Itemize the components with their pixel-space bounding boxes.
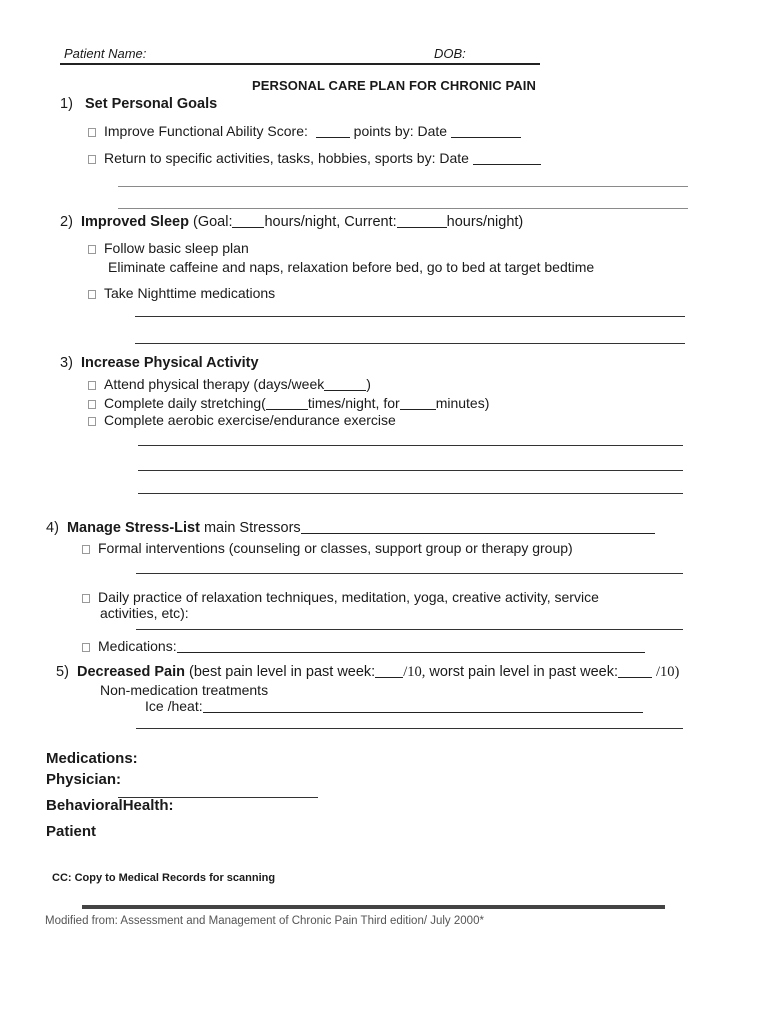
footer-rule — [82, 905, 665, 909]
section-3-line-1[interactable] — [138, 445, 683, 446]
checkbox-aerobic[interactable] — [88, 417, 96, 426]
ice-heat-blank[interactable] — [203, 699, 643, 713]
return-date-blank[interactable] — [473, 151, 541, 165]
best-pain-blank[interactable] — [375, 664, 403, 678]
section-1-line-2[interactable] — [118, 208, 688, 209]
stress-meds-blank[interactable] — [177, 639, 645, 653]
section-2-item-sleep-plan: Follow basic sleep plan — [88, 240, 249, 256]
checkbox-formal-interventions[interactable] — [82, 545, 90, 554]
stressors-blank[interactable] — [301, 520, 655, 534]
section-3-heading: 3) Increase Physical Activity — [60, 355, 259, 371]
sleep-goal-blank[interactable] — [232, 214, 264, 228]
stretch-times-blank[interactable] — [266, 396, 308, 410]
section-5-nonmed: Non-medication treatments — [100, 682, 269, 698]
section-5-heading: 5) Decreased Pain (best pain level in past week: /10, worst pain level in past week: /10) — [56, 664, 680, 680]
section-1-item-functional: Improve Functional Ability Score: points by: Date — [88, 123, 521, 139]
section-2-line-1[interactable] — [135, 316, 685, 317]
footer-patient: Patient — [46, 823, 97, 840]
section-3-line-3[interactable] — [138, 493, 683, 494]
section-4-daily-line2: activities, etc): — [100, 605, 189, 621]
section-2-sleep-detail: Eliminate caffeine and naps, relaxation before bed, go to bed at target bedtime — [108, 259, 595, 275]
checkbox-stretching[interactable] — [88, 400, 96, 409]
section-4-item-meds: Medications: — [82, 638, 645, 654]
checkbox-physical-therapy[interactable] — [88, 381, 96, 390]
cc-note: CC: Copy to Medical Records for scanning — [52, 872, 276, 884]
section-4-line-1[interactable] — [136, 573, 683, 574]
stretch-minutes-blank[interactable] — [400, 396, 436, 410]
section-5-ice-heat: Ice /heat: — [145, 698, 643, 714]
pt-days-blank[interactable] — [324, 377, 366, 391]
checkbox-medications[interactable] — [82, 643, 90, 652]
sleep-current-blank[interactable] — [397, 214, 447, 228]
checkbox-daily-practice[interactable] — [82, 594, 90, 603]
section-4-item-formal: Formal interventions (counseling or classes, support group or therapy group) — [82, 540, 573, 556]
worst-pain-blank[interactable] — [618, 664, 652, 678]
footer-physician: Physician: — [46, 771, 122, 788]
checkbox-return-activities[interactable] — [88, 155, 96, 164]
section-2-heading: 2) Improved Sleep (Goal: hours/night, Current: hours/night) — [60, 214, 524, 230]
patient-name-label: Patient Name: — [64, 46, 147, 61]
section-1-heading: 1) Set Personal Goals — [60, 96, 218, 112]
section-4-heading: 4) Manage Stress-List main Stressors — [46, 520, 655, 536]
section-2-item-night-meds: Take Nighttime medications — [88, 285, 275, 301]
section-4-line-2[interactable] — [136, 629, 683, 630]
dob-label: DOB: — [434, 46, 466, 61]
section-3-item-stretching: Complete daily stretching( times/night, for minutes) — [88, 395, 489, 411]
checkbox-night-meds[interactable] — [88, 290, 96, 299]
checkbox-sleep-plan[interactable] — [88, 245, 96, 254]
functional-score-blank[interactable] — [316, 124, 350, 138]
modified-from-note: Modified from: Assessment and Management of Chronic Pain Third edition/ July 2000* — [45, 915, 484, 927]
section-3-item-aerobic: Complete aerobic exercise/endurance exercise — [88, 412, 396, 428]
section-4-item-daily: Daily practice of relaxation techniques, meditation, yoga, creative activity, service — [82, 589, 599, 605]
section-1-item-return: Return to specific activities, tasks, hobbies, sports by: Date — [88, 150, 541, 166]
checkbox-functional[interactable] — [88, 128, 96, 137]
section-1-line-1[interactable] — [118, 186, 688, 187]
section-5-line-1[interactable] — [136, 728, 683, 729]
header-rule — [60, 63, 540, 65]
functional-date-blank[interactable] — [451, 124, 521, 138]
section-3-item-pt: Attend physical therapy (days/week ) — [88, 376, 371, 392]
page-title: PERSONAL CARE PLAN FOR CHRONIC PAIN — [252, 78, 536, 93]
section-2-line-2[interactable] — [135, 343, 685, 344]
section-3-line-2[interactable] — [138, 470, 683, 471]
footer-medications: Medications: — [46, 750, 138, 767]
footer-behavioral-health: BehavioralHealth: — [46, 797, 174, 814]
